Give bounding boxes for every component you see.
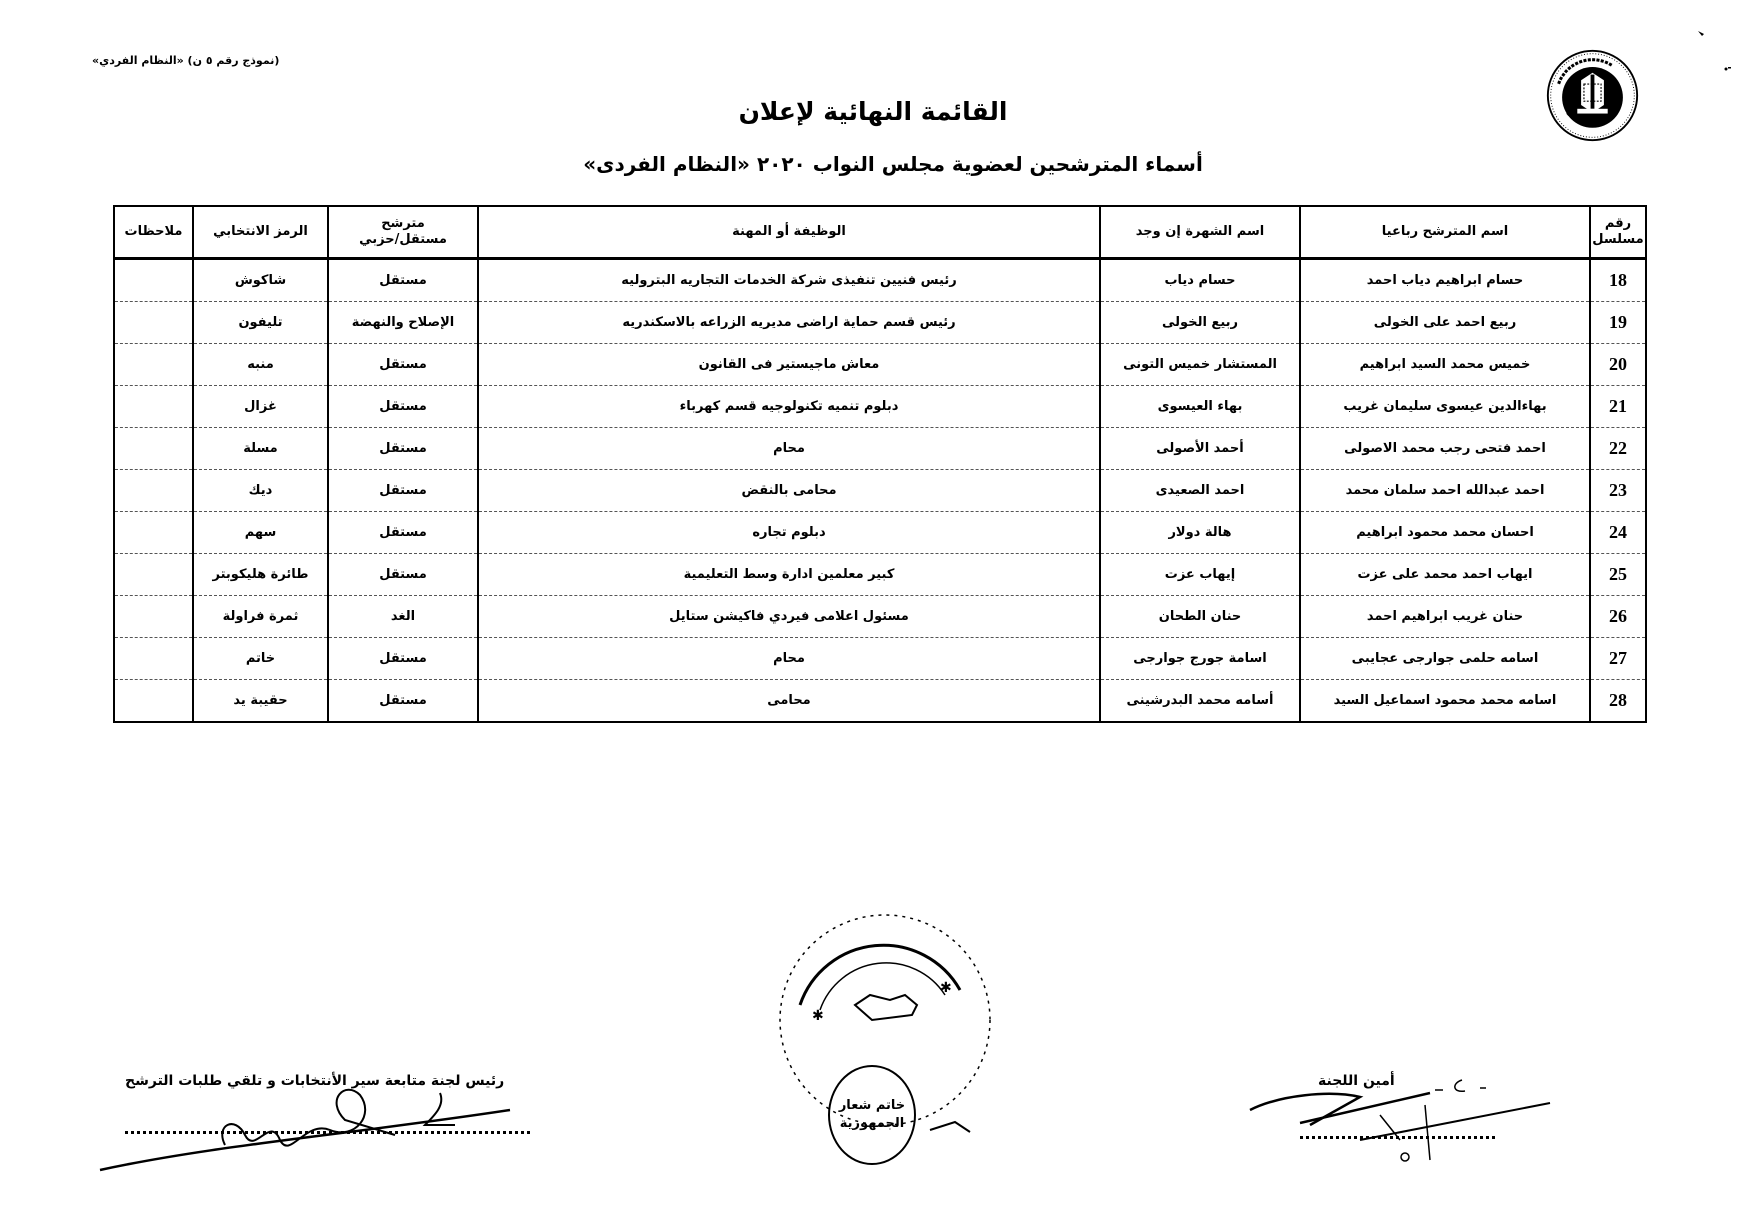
- page-subtitle: أسماء المترشحين لعضوية مجلس النواب ٢٠٢٠ «النظام الفردى»: [583, 152, 1203, 176]
- cell-symbol: تليفون: [193, 302, 328, 344]
- cell-affiliation: مستقل: [328, 386, 478, 428]
- cell-affiliation: مستقل: [328, 259, 478, 302]
- cell-serial: 19: [1590, 302, 1646, 344]
- cell-known-name: أحمد الأصولى: [1100, 428, 1300, 470]
- cell-notes: [114, 428, 193, 470]
- cell-notes: [114, 259, 193, 302]
- cell-serial: 28: [1590, 680, 1646, 723]
- cell-notes: [114, 512, 193, 554]
- cell-occupation: مسئول اعلامى فيردي فاكيشن ستايل: [478, 596, 1100, 638]
- table-row: [114, 344, 1646, 386]
- cell-notes: [114, 680, 193, 723]
- cell-symbol: حقيبة يد: [193, 680, 328, 723]
- cell-affiliation: مستقل: [328, 554, 478, 596]
- cell-affiliation: الغد: [328, 596, 478, 638]
- cell-serial: 20: [1590, 344, 1646, 386]
- svg-text:✱: ✱: [940, 980, 952, 996]
- cell-symbol: منبه: [193, 344, 328, 386]
- cell-known-name: بهاء العيسوى: [1100, 386, 1300, 428]
- column-header-known-name: اسم الشهرة إن وجد: [1100, 206, 1300, 259]
- cell-full-name: ربيع احمد على الخولى: [1300, 302, 1590, 344]
- cell-occupation: محامى بالنقض: [478, 470, 1100, 512]
- cell-occupation: دبلوم تنميه تكنولوجيه قسم كهرباء: [478, 386, 1100, 428]
- secretary-signature-icon: [1240, 1085, 1560, 1165]
- cell-full-name: احسان محمد محمود ابراهيم: [1300, 512, 1590, 554]
- cell-affiliation: الإصلاح والنهضة: [328, 302, 478, 344]
- cell-full-name: اسامه محمد محمود اسماعيل السيد: [1300, 680, 1590, 723]
- cell-serial: 22: [1590, 428, 1646, 470]
- cell-occupation: دبلوم تجاره: [478, 512, 1100, 554]
- cell-notes: [114, 386, 193, 428]
- cell-serial: 23: [1590, 470, 1646, 512]
- cell-serial: 21: [1590, 386, 1646, 428]
- cell-symbol: شاكوش: [193, 259, 328, 302]
- column-header-full-name: اسم المترشح رباعيا: [1300, 206, 1590, 259]
- cell-full-name: احمد عبدالله احمد سلمان محمد: [1300, 470, 1590, 512]
- cell-serial: 24: [1590, 512, 1646, 554]
- cell-serial: 27: [1590, 638, 1646, 680]
- cell-notes: [114, 344, 193, 386]
- column-header-symbol: الرمز الانتخابي: [193, 206, 328, 259]
- column-header-serial: رقم مسلسل: [1590, 206, 1646, 259]
- candidates-table: [113, 205, 1647, 723]
- cell-notes: [114, 470, 193, 512]
- table-body: [114, 259, 1646, 723]
- cell-known-name: احمد الصعيدى: [1100, 470, 1300, 512]
- table-row: [114, 386, 1646, 428]
- cell-affiliation: مستقل: [328, 680, 478, 723]
- table-row: [114, 554, 1646, 596]
- chair-signature-icon: [95, 1085, 515, 1175]
- cell-serial: 25: [1590, 554, 1646, 596]
- cell-occupation: رئيس قسم حماية اراضى مديريه الزراعه بالاسكندريه: [478, 302, 1100, 344]
- table-row: [114, 259, 1646, 302]
- cell-affiliation: مستقل: [328, 638, 478, 680]
- cell-known-name: اسامة جورج جوارجى: [1100, 638, 1300, 680]
- cell-occupation: محام: [478, 638, 1100, 680]
- svg-text:▪▪▪▪▪▪▪▪▪▪▪▪▪▪▪: ▪▪▪▪▪▪▪▪▪▪▪▪▪▪▪: [1555, 56, 1614, 86]
- table-row: [114, 470, 1646, 512]
- column-header-affiliation: مترشح مستقل/حزبي: [328, 206, 478, 259]
- table-row: [114, 680, 1646, 723]
- cell-serial: 26: [1590, 596, 1646, 638]
- committee-secretary-signature-label: أمين اللجنة: [1318, 1073, 1395, 1089]
- table-row: [114, 596, 1646, 638]
- cell-known-name: حسام دياب: [1100, 259, 1300, 302]
- cell-notes: [114, 596, 193, 638]
- seal-text-line1: خاتم شعار: [838, 1098, 906, 1114]
- ministry-logo-icon: [1545, 48, 1640, 143]
- committee-chair-signature-label: رئيس لجنة متابعة سير الأنتخابات و تلقي طلبات الترشح: [125, 1073, 505, 1089]
- column-header-occupation: الوظيفة أو المهنة: [478, 206, 1100, 259]
- form-number-note: (نموذج رقم ٥ ن) «النظام الفردي»: [92, 54, 280, 67]
- cell-affiliation: مستقل: [328, 344, 478, 386]
- cell-occupation: محام: [478, 428, 1100, 470]
- svg-text:▪▪▪▪▪▪▪▪▪▪▪▪▪: ▪▪▪▪▪▪▪▪▪▪▪▪▪: [1564, 110, 1616, 129]
- cell-symbol: ديك: [193, 470, 328, 512]
- cell-serial: 18: [1590, 259, 1646, 302]
- cell-occupation: كبير معلمين ادارة وسط التعليمية: [478, 554, 1100, 596]
- cell-full-name: اسامه حلمى جوارجى عجايبى: [1300, 638, 1590, 680]
- cell-symbol: سهم: [193, 512, 328, 554]
- seal-text-line2: الجمهورية: [839, 1116, 905, 1131]
- cell-full-name: بهاءالدين عيسوى سليمان غريب: [1300, 386, 1590, 428]
- cell-known-name: ربيع الخولى: [1100, 302, 1300, 344]
- republic-emblem-seal: [828, 1065, 916, 1165]
- cell-known-name: إيهاب عزت: [1100, 554, 1300, 596]
- cell-notes: [114, 554, 193, 596]
- svg-text:✱: ✱: [812, 1008, 824, 1024]
- cell-full-name: خميس محمد السيد ابراهيم: [1300, 344, 1590, 386]
- cell-occupation: معاش ماجيستير فى القانون: [478, 344, 1100, 386]
- table-header-row: [114, 206, 1646, 259]
- cell-full-name: ايهاب احمد محمد على عزت: [1300, 554, 1590, 596]
- cell-occupation: رئيس فنيين تنفيذى شركة الخدمات التجاريه البتروليه: [478, 259, 1100, 302]
- cell-full-name: احمد فتحى رجب محمد الاصولى: [1300, 428, 1590, 470]
- cell-full-name: حنان غريب ابراهيم احمد: [1300, 596, 1590, 638]
- table-row: [114, 512, 1646, 554]
- cell-symbol: ثمرة فراولة: [193, 596, 328, 638]
- cell-known-name: حنان الطحان: [1100, 596, 1300, 638]
- cell-symbol: طائرة هليكوبتر: [193, 554, 328, 596]
- table-row: [114, 302, 1646, 344]
- cell-occupation: محامى: [478, 680, 1100, 723]
- cell-known-name: هالة دولار: [1100, 512, 1300, 554]
- table-row: [114, 428, 1646, 470]
- cell-affiliation: مستقل: [328, 428, 478, 470]
- cell-symbol: خاتم: [193, 638, 328, 680]
- table-row: [114, 638, 1646, 680]
- cell-symbol: غزال: [193, 386, 328, 428]
- column-header-notes: ملاحظات: [114, 206, 193, 259]
- cell-affiliation: مستقل: [328, 512, 478, 554]
- cell-known-name: أسامه محمد البدرشينى: [1100, 680, 1300, 723]
- cell-affiliation: مستقل: [328, 470, 478, 512]
- cell-notes: [114, 302, 193, 344]
- scan-marks-icon: [1690, 25, 1740, 85]
- page-title: القائمة النهائية لإعلان: [738, 97, 1008, 126]
- cell-notes: [114, 638, 193, 680]
- cell-known-name: المستشار خميس التونى: [1100, 344, 1300, 386]
- cell-full-name: حسام ابراهيم دياب احمد: [1300, 259, 1590, 302]
- cell-symbol: مسلة: [193, 428, 328, 470]
